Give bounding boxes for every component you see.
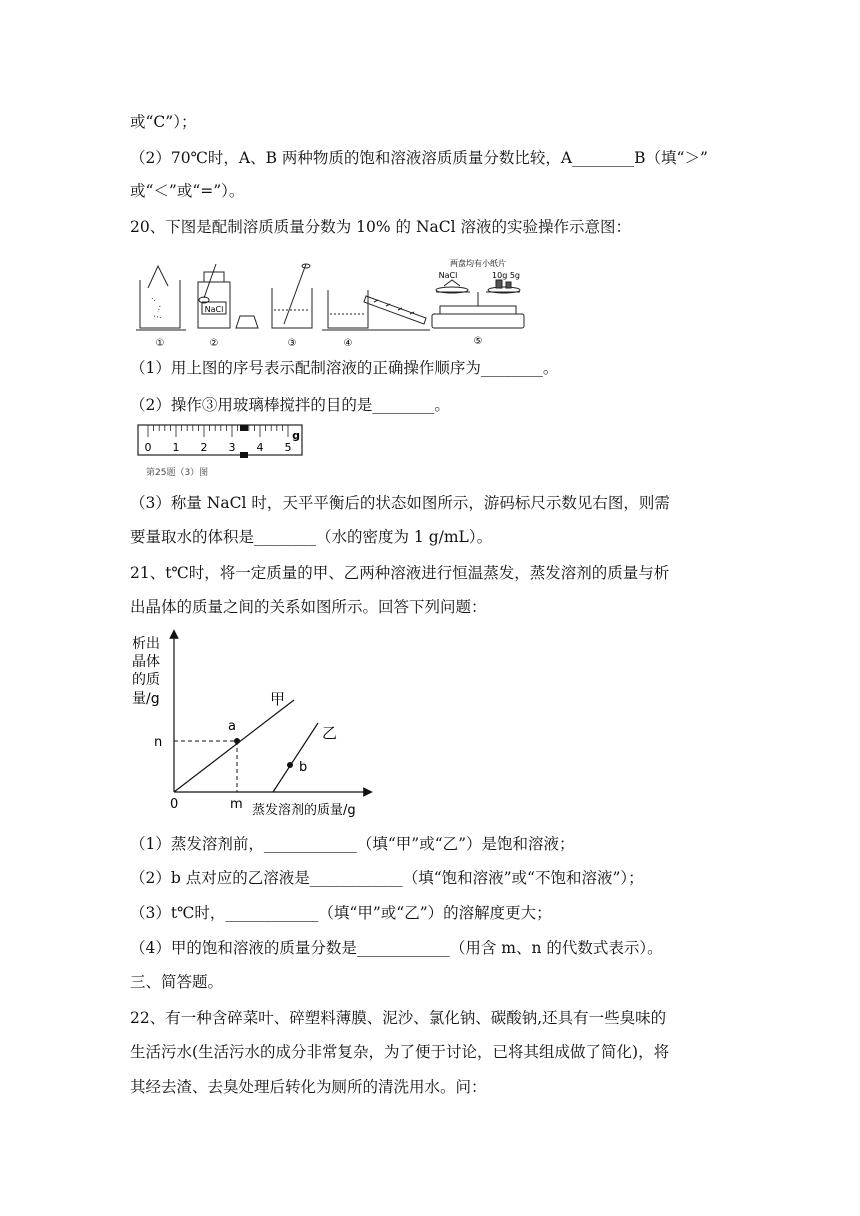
- nacl-label: NaCl: [438, 271, 458, 280]
- text-line: （1）蒸发溶剂前，____________（填“甲”或“乙”）是饱和溶液；: [130, 835, 575, 853]
- text-line: 生活污水(生活污水的成分非常复杂，为了便于讨论，已将其组成做了简化)，将: [130, 1043, 670, 1061]
- ruler-caption: 第25题（3）图: [146, 468, 209, 478]
- ruler-tick-label: 5: [284, 441, 292, 454]
- text-line: （1）用上图的序号表示配制溶液的正确操作顺序为________。: [130, 359, 559, 377]
- crystal-graph: [130, 628, 380, 824]
- point-a-label: a: [228, 719, 236, 734]
- text-line: 或“C”）；: [130, 113, 197, 131]
- nacl-label: NaCl: [204, 305, 224, 314]
- ruler-tick-label: 0: [144, 441, 152, 454]
- text-line: （3）t℃时，____________（填“甲”或“乙”）的溶解度更大；: [130, 904, 552, 922]
- ruler-tick-label: 2: [200, 441, 208, 454]
- op-label: ②: [209, 338, 219, 349]
- y-axis-label: 析出: [132, 636, 160, 652]
- question-20: 20、下图是配制溶质质量分数为 10% 的 NaCl 溶液的实验操作示意图：: [130, 218, 632, 236]
- ruler-tick-label: 3: [228, 441, 236, 454]
- op-label: ③: [287, 338, 297, 349]
- text-line: 或“＜”或“=”）。: [130, 182, 245, 200]
- text-line: 要量取水的体积是________（水的密度为 1 g/mL）。: [130, 528, 493, 546]
- text-line: （4）甲的饱和溶液的质量分数是____________（用含 m、n 的代数式表示）。: [130, 939, 663, 957]
- line-jia: [174, 700, 294, 792]
- text-line: （2）70℃时，A、B 两种物质的饱和溶液溶质质量分数比较，A________B（填“＞”: [130, 149, 708, 167]
- op-label: ④: [343, 338, 353, 349]
- y-axis-label: 晶体: [132, 654, 160, 670]
- ruler-tick-label: 4: [256, 441, 264, 454]
- series-yi-label: 乙: [322, 724, 338, 742]
- balance-note: 两盘均有小纸片: [450, 259, 506, 268]
- op-label: ⑤: [473, 336, 483, 347]
- ruler-figure: [136, 423, 306, 481]
- x-axis-label: 蒸发溶剂的质量/g: [252, 803, 356, 818]
- point-a: [234, 738, 240, 744]
- text-line: 出晶体的质量之间的关系如图所示。回答下列问题：: [130, 598, 487, 616]
- m-label: m: [230, 797, 243, 812]
- y-axis-label: 量/g: [132, 691, 160, 707]
- point-b: [287, 762, 293, 768]
- line-yi: [273, 723, 318, 792]
- balance-figure: [428, 256, 528, 348]
- ruler-unit: g: [292, 429, 300, 442]
- text-line: （3）称量 NaCl 时，天平平衡后的状态如图所示，游码标尺示数见右图，则需: [130, 494, 670, 512]
- question-21: 21、t℃时，将一定质量的甲、乙两种溶液进行恒温蒸发，蒸发溶剂的质量与析: [130, 564, 670, 582]
- text-line: 其经去渣、去臭处理后转化为厕所的清洗用水。问：: [130, 1078, 487, 1096]
- experiment-figure: [134, 258, 434, 350]
- n-label: n: [154, 735, 163, 750]
- origin-label: 0: [170, 797, 179, 812]
- section-heading: 三、简答题。: [130, 973, 224, 991]
- text-line: （2）操作③用玻璃棒搅拌的目的是________。: [130, 396, 450, 414]
- series-jia-label: 甲: [270, 690, 286, 708]
- y-axis-label: 的质: [132, 672, 160, 688]
- ruler-tick-label: 1: [172, 441, 180, 454]
- question-22: 22、有一种含碎菜叶、碎塑料薄膜、泥沙、氯化钠、碳酸钠,还具有一些臭味的: [130, 1009, 667, 1027]
- weights-label: 10g 5g: [492, 271, 520, 280]
- point-b-label: b: [299, 760, 308, 775]
- op-label: ①: [155, 338, 165, 349]
- text-line: （2）b 点对应的乙溶液是____________（填“饱和溶液”或“不饱和溶液”）；: [130, 869, 644, 887]
